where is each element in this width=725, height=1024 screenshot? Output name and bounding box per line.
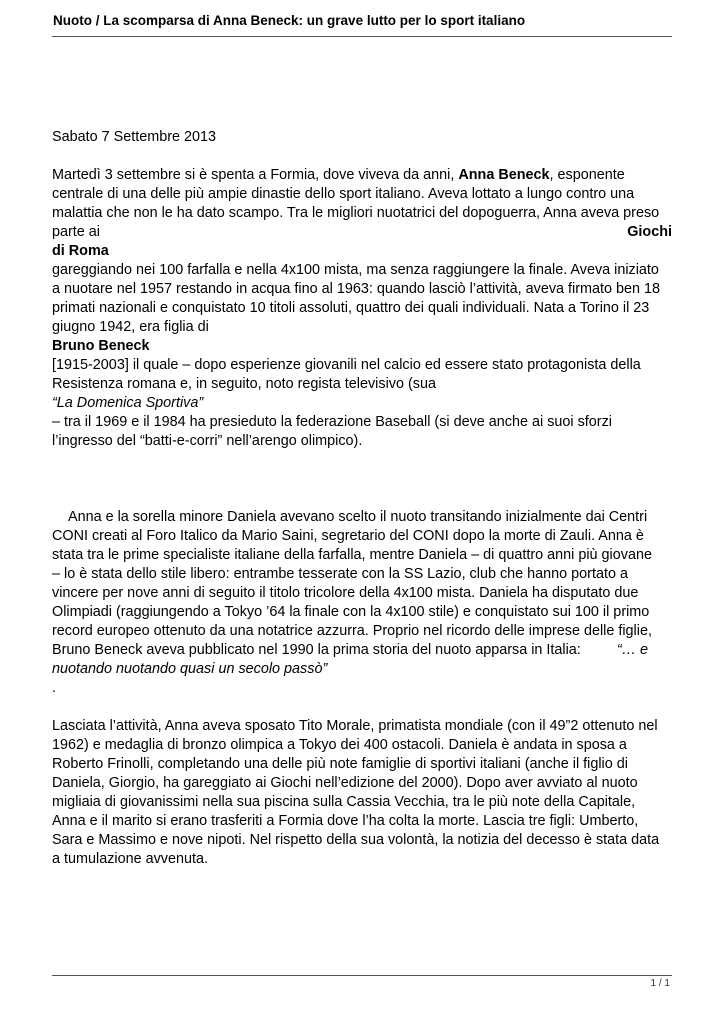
person-name-anna-beneck: Anna Beneck (458, 167, 550, 183)
text-line: l’ingresso del “batti-e-corri” nell’arengo olimpico). (52, 433, 363, 449)
text-line: Roberto Frinolli, completando una delle più note famiglie di sportivi italiani (anche il figlio di (52, 756, 628, 772)
text-line: record europeo ottenuto da una notatrice azzurra. Proprio nel ricordo delle imprese delle figlie, (52, 623, 652, 639)
text-line: Resistenza romana e, in seguito, noto regista televisivo (sua (52, 376, 436, 392)
bold-link-giochi: Giochi (627, 224, 672, 240)
text-line: . (52, 680, 56, 696)
paragraph-3 (52, 717, 672, 869)
text-line: gareggiando nei 100 farfalla e nella 4x100 mista, ma senza raggiungere la finale. Aveva iniziato (52, 262, 659, 278)
header-divider (52, 36, 672, 37)
article-body (52, 128, 672, 869)
page-number: 1 / 1 (650, 978, 670, 989)
text-line: Anna e il marito si erano trasferiti a Formia dove l’ha colta la morte. Lascia tre figli: Umberto, (52, 813, 639, 829)
text-line: centrale di una delle più ampie dinastie dello sport italiano. Aveva lottato a lungo contro una (52, 186, 635, 202)
text-line (52, 166, 672, 185)
text-line: Sara e Massimo e nove nipoti. Nel rispetto della sua volontà, la notizia del decesso è stata data (52, 832, 660, 848)
text-line (52, 641, 672, 660)
footer-divider (52, 975, 672, 976)
text-line: stata tra le prime specialiste italiane della farfalla, mentre Daniela – di quattro anni più giovane (52, 547, 652, 563)
text-line: malattia che non le ha dato scampo. Tra le migliori nuotatrici del dopoguerra, Anna aveva preso (52, 205, 660, 221)
paragraph-2 (52, 508, 672, 698)
text-line: 1962) e medaglia di bronzo olimpica a Tokyo dei 400 ostacoli. Daniela è andata in sposa a (52, 737, 627, 753)
text-line: CONI creati al Foro Italico da Mario Saini, segretario del CONI dopo la morte di Zauli. Anna è (52, 528, 644, 544)
italic-book-title-start: “… e (616, 642, 648, 658)
person-name-bruno-beneck: Bruno Beneck (52, 338, 150, 354)
text-line: vincere per nove anni di seguito il titolo tricolore della 4x100 mista. Daniela ha disputato due (52, 585, 639, 601)
text-run: , esponente (549, 167, 625, 183)
italic-title-la-domenica-sportiva: “La Domenica Sportiva” (52, 395, 204, 411)
text-line: [1915-2003] il quale – dopo esperienze giovanili nel calcio ed essere stato protagonista della (52, 357, 641, 373)
text-line: giugno 1942, era figlia di (52, 319, 209, 335)
text-line: – tra il 1969 e il 1984 ha presieduto la federazione Baseball (si deve anche ai suoi sforzi (52, 414, 612, 430)
text-run: Martedì 3 settembre si è spenta a Formia, dove viveva da anni, (52, 167, 459, 183)
paragraph-1 (52, 166, 672, 451)
article-date: Sabato 7 Settembre 2013 (52, 129, 217, 145)
text-line: Olimpiadi (raggiungendo a Tokyo ’64 la finale con la 4x100 stile) e conquistato sui 100 il primo (52, 604, 650, 620)
text-line: primati nazionali e conquistato 10 titoli assoluti, quattro dei quali individuali. Nata a Torino il 23 (52, 300, 650, 316)
italic-book-title-end: nuotando nuotando quasi un secolo passò” (52, 661, 328, 677)
page-header-title: Nuoto / La scomparsa di Anna Beneck: un grave lutto per lo sport italiano (53, 13, 526, 28)
text-run: parte ai (52, 224, 100, 240)
text-line: migliaia di giovanissimi nella sua piscina sulla Cassia Vecchia, tra le più note della Capitale, (52, 794, 636, 810)
text-line: Lasciata l’attività, Anna aveva sposato Tito Morale, primatista mondiale (con il 49”2 ottenuto nel (52, 718, 658, 734)
text-line: Daniela, Giorgio, ha gareggiato ai Giochi nell’edizione del 2000). Dopo aver avviato al nuoto (52, 775, 638, 791)
text-line (52, 223, 672, 242)
text-line: Anna e la sorella minore Daniela avevano scelto il nuoto transitando inizialmente dai Centri (68, 509, 648, 525)
text-line: a nuotare nel 1957 restando in acqua fino al 1963: quando lasciò l’attività, aveva firmato ben 18 (52, 281, 661, 297)
text-line: – lo è stata dello stile libero: entrambe tesserate con la SS Lazio, club che hanno portato a (52, 566, 628, 582)
text-line: a tumulazione avvenuta. (52, 851, 208, 867)
bold-link-di-roma: di Roma (52, 243, 109, 259)
text-run: Bruno Beneck aveva pubblicato nel 1990 la prima storia del nuoto apparsa in Italia: (52, 642, 581, 658)
